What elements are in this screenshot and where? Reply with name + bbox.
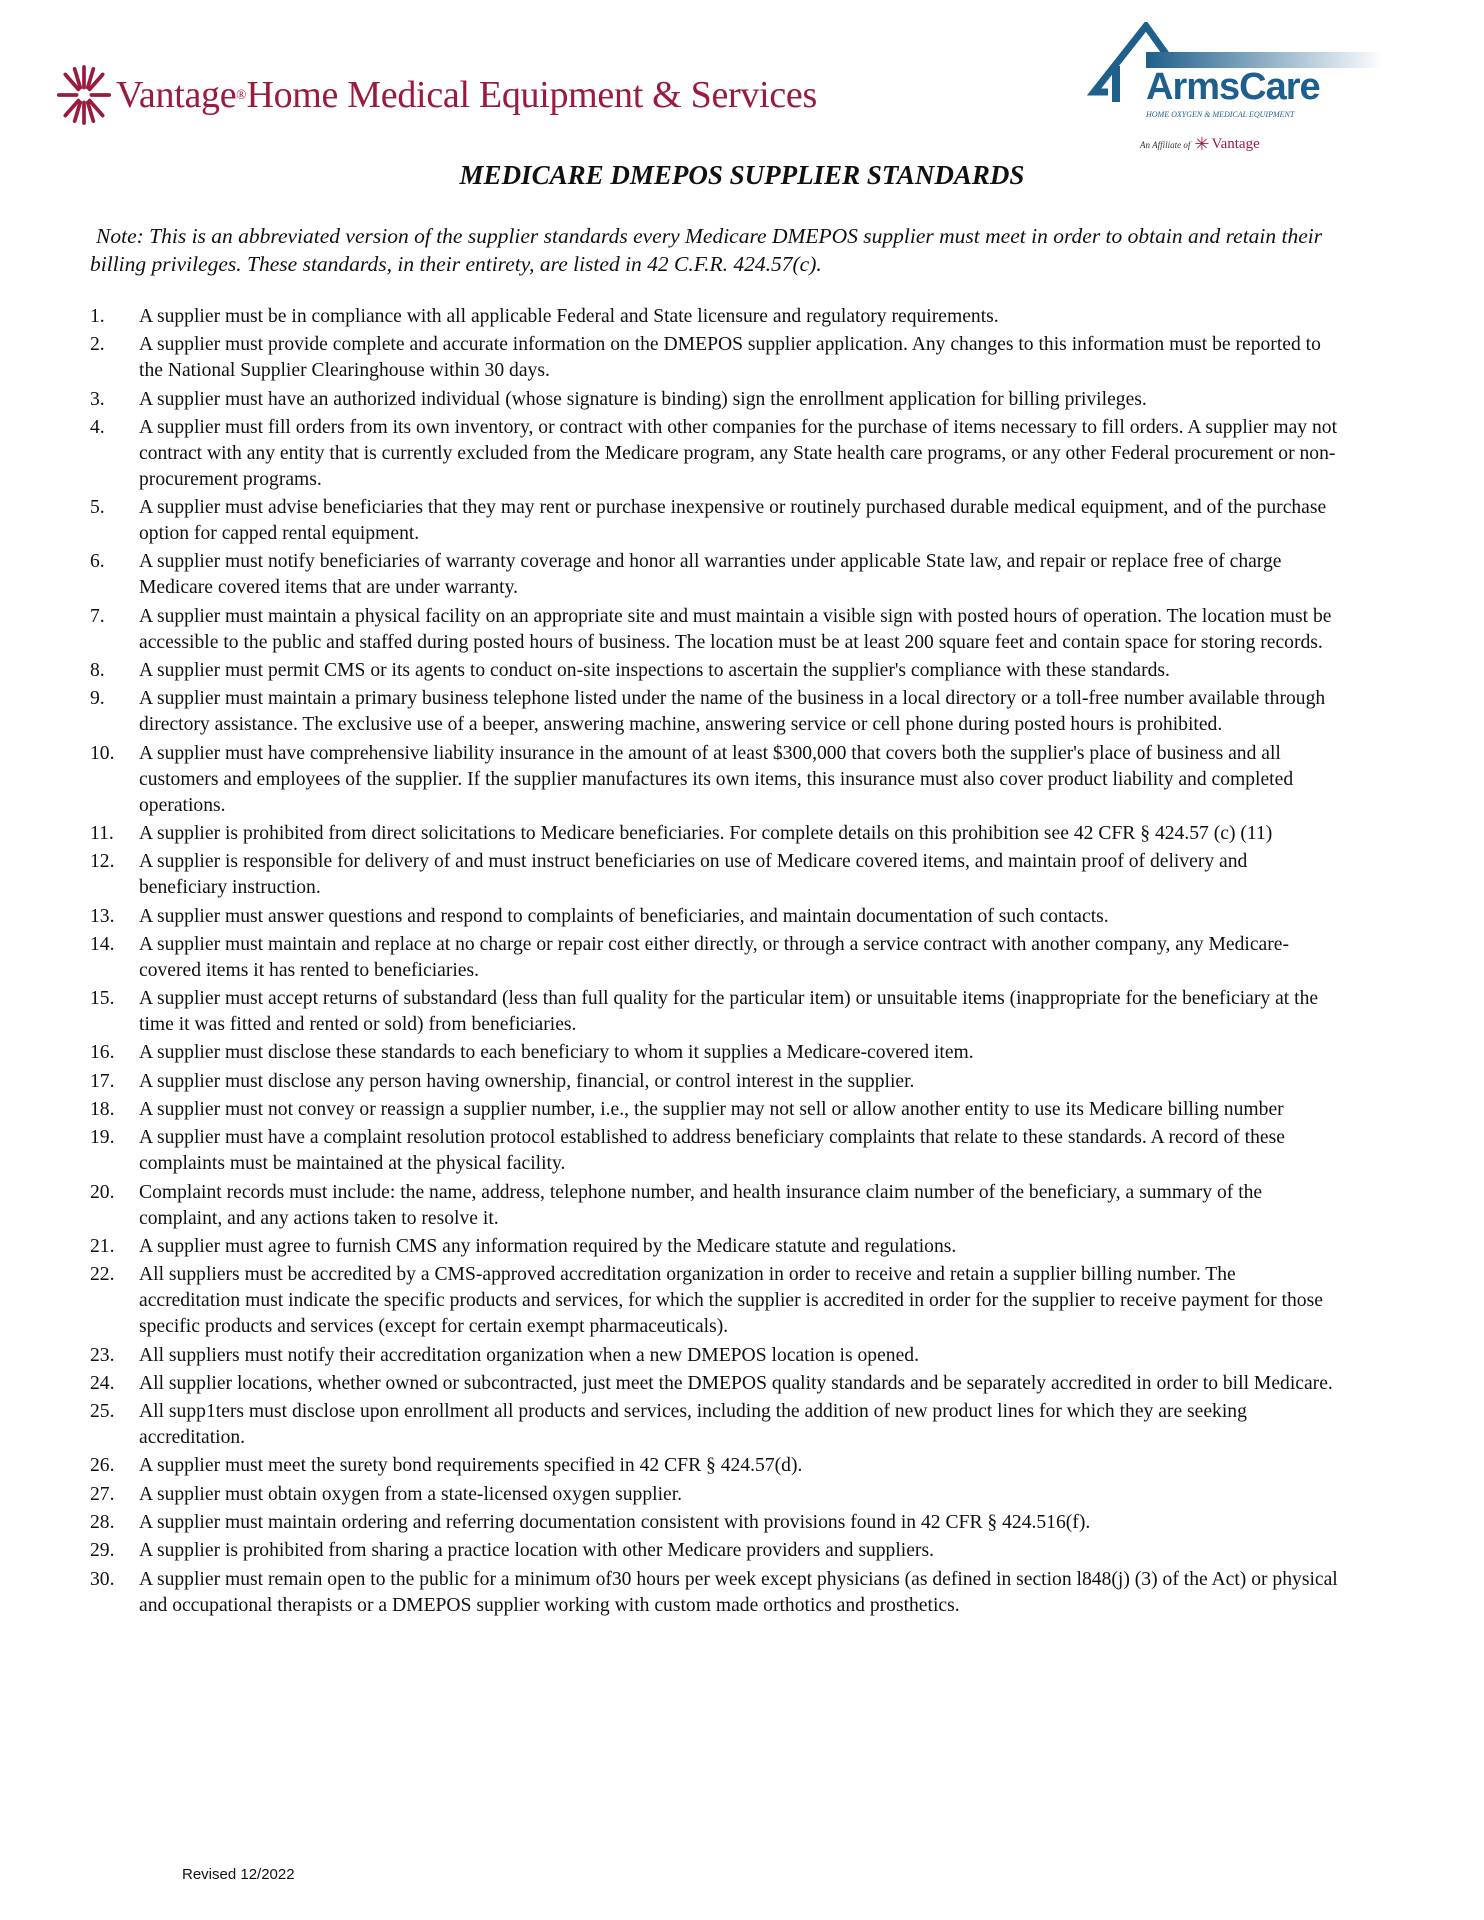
item-number: 3. — [90, 388, 105, 410]
item-number: 27. — [90, 1483, 115, 1505]
item-number: 22. — [90, 1264, 115, 1286]
item-text: A supplier must maintain and replace at no charge or repair cost either directly, or through a service contract with another company, any Medicare-covered items it has rented to beneficiaries. — [139, 933, 1289, 981]
armscare-name: ArmsCare — [1146, 66, 1320, 108]
item-number: 29. — [90, 1540, 115, 1562]
intro-note: Note: This is an abbreviated version of the supplier standards every Medicare DMEPOS supplier must meet in order to obtain and retain their billing privileges. These standards, in their entirety, are listed in 42 C.F.R. 424.57(c). — [90, 224, 1323, 276]
list-item — [90, 658, 1350, 684]
item-number: 20. — [90, 1181, 115, 1203]
armscare-logo — [1086, 22, 1386, 122]
item-number: 8. — [90, 660, 105, 682]
list-item — [90, 387, 1350, 413]
standards-list — [90, 304, 1350, 1621]
armscare-subtitle: HOME OXYGEN & MEDICAL EQUIPMENT — [1146, 110, 1295, 119]
item-number: 6. — [90, 551, 105, 573]
item-text: A supplier must disclose any person having ownership, financial, or control interest in the supplier. — [139, 1070, 915, 1092]
item-number: 17. — [90, 1070, 115, 1092]
item-text: A supplier must provide complete and accurate information on the DMEPOS supplier application. Any changes to this information must be reported to the National Supplier Clearinghouse within 30 days. — [139, 334, 1321, 382]
item-text: A supplier must have comprehensive liability insurance in the amount of at least $300,000 that covers both the supplier's place of business and all customers and employees of the supplier. If the supplier manufactures its own items, this insurance must also cover product liability and completed operations. — [139, 742, 1294, 816]
list-item — [90, 741, 1350, 819]
item-text: A supplier must have a complaint resolution protocol established to address beneficiary complaints that relate to these standards. A record of these complaints must be maintained at the physical facility. — [139, 1127, 1285, 1175]
item-number: 12. — [90, 851, 115, 873]
item-text: A supplier must fill orders from its own inventory, or contract with other companies for the purchase of items necessary to fill orders. A supplier may not contract with any entity that is currently excluded from the Medicare program, any State health care programs, or any other Federal procurement or non-procurement programs. — [139, 416, 1338, 490]
item-number: 30. — [90, 1568, 115, 1590]
item-text: A supplier must remain open to the public for a minimum of30 hours per week except physicians (as defined in section l848(j) (3) of the Act) or physical and occupational therapists or a DMEPOS supplier working with custom made orthotics and prosthetics. — [139, 1568, 1338, 1616]
item-text: A supplier must answer questions and respond to complaints of beneficiaries, and maintain documentation of such contacts. — [139, 905, 1109, 927]
item-number: 10. — [90, 742, 115, 764]
vantage-brand: Vantage — [116, 74, 237, 116]
item-number: 18. — [90, 1099, 115, 1121]
item-text: A supplier must maintain ordering and referring documentation consistent with provisions found in 42 CFR § 424.516(f). — [139, 1512, 1091, 1534]
list-item — [90, 932, 1350, 984]
item-number: 28. — [90, 1512, 115, 1534]
item-text: A supplier is prohibited from direct solicitations to Medicare beneficiaries. For complete details on this prohibition see 42 CFR § 424.57 (c) (11) — [139, 822, 1273, 844]
item-text: Complaint records must include: the name, address, telephone number, and health insurance claim number of the beneficiary, a summary of the complaint, and any actions taken to resolve it. — [139, 1181, 1263, 1229]
item-number: 19. — [90, 1127, 115, 1149]
item-number: 24. — [90, 1372, 115, 1394]
item-text: A supplier is responsible for delivery of and must instruct beneficiaries on use of Medicare covered items, and maintain proof of delivery and beneficiary instruction. — [139, 851, 1248, 899]
item-number: 13. — [90, 905, 115, 927]
item-text: A supplier must disclose these standards to each beneficiary to whom it supplies a Medicare-covered item. — [139, 1042, 974, 1064]
list-item — [90, 1482, 1350, 1508]
list-item — [90, 1453, 1350, 1479]
item-text: A supplier must agree to furnish CMS any information required by the Medicare statute and regulations. — [139, 1235, 957, 1257]
list-item — [90, 1234, 1350, 1260]
item-number: 7. — [90, 605, 105, 627]
item-text: A supplier must advise beneficiaries that they may rent or purchase inexpensive or routinely purchased durable medical equipment, and of the purchase option for capped rental equipment. — [139, 497, 1327, 545]
revision-date: Revised 12/2022 — [182, 1866, 295, 1883]
list-item — [90, 1125, 1350, 1177]
item-number: 15. — [90, 988, 115, 1010]
list-item — [90, 1180, 1350, 1232]
list-item — [90, 304, 1350, 330]
item-number: 16. — [90, 1042, 115, 1064]
list-item — [90, 415, 1350, 493]
item-text: All supp1ters must disclose upon enrollment all products and services, including the addition of new product lines for which they are seeking accreditation. — [139, 1401, 1247, 1449]
vantage-burst-icon — [56, 62, 112, 128]
item-text: A supplier must maintain a primary business telephone listed under the name of the business in a local directory or a toll-free number available through directory assistance. The exclusive use of a beeper, answering machine, answering service or cell phone during posted hours is prohibited. — [139, 688, 1326, 736]
item-text: All suppliers must notify their accreditation organization when a new DMEPOS location is opened. — [139, 1344, 919, 1366]
item-text: A supplier must obtain oxygen from a state-licensed oxygen supplier. — [139, 1483, 683, 1505]
item-text: A supplier must meet the surety bond requirements specified in 42 CFR § 424.57(d). — [139, 1455, 803, 1477]
list-item — [90, 332, 1350, 384]
list-item — [90, 821, 1350, 847]
item-number: 9. — [90, 688, 105, 710]
item-text: A supplier must accept returns of substandard (less than full quality for the particular item) or unsuitable items (inappropriate for the beneficiary at the time it was fitted and rented or sold) from beneficiaries. — [139, 988, 1319, 1036]
vantage-logo — [56, 62, 817, 128]
list-item — [90, 986, 1350, 1038]
affiliate-label: An Affiliate of — [1140, 139, 1191, 150]
list-item — [90, 1538, 1350, 1564]
item-text: A supplier must have an authorized individual (whose signature is binding) sign the enrollment application for billing privileges. — [139, 388, 1147, 410]
list-item — [90, 1097, 1350, 1123]
item-number: 23. — [90, 1344, 115, 1366]
vantage-small-icon: ✳ — [1194, 134, 1210, 154]
item-text: A supplier is prohibited from sharing a practice location with other Medicare providers and suppliers. — [139, 1540, 934, 1562]
list-item — [90, 1371, 1350, 1397]
list-item — [90, 1040, 1350, 1066]
page-title: MEDICARE DMEPOS SUPPLIER STANDARDS — [459, 160, 1025, 190]
list-item — [90, 1069, 1350, 1095]
list-item — [90, 849, 1350, 901]
item-text: A supplier must not convey or reassign a supplier number, i.e., the supplier may not sell or allow another entity to use its Medicare billing number — [139, 1099, 1284, 1121]
item-number: 25. — [90, 1401, 115, 1423]
item-number: 21. — [90, 1235, 115, 1257]
item-number: 11. — [90, 822, 114, 844]
item-number: 5. — [90, 497, 105, 519]
item-text: A supplier must permit CMS or its agents to conduct on-site inspections to ascertain the supplier's compliance with these standards. — [139, 660, 1170, 682]
registered-mark: ® — [236, 87, 247, 102]
list-item — [90, 1262, 1350, 1340]
list-item — [90, 686, 1350, 738]
item-number: 26. — [90, 1455, 115, 1477]
item-text: A supplier must notify beneficiaries of warranty coverage and honor all warranties under applicable State law, and repair or replace free of charge Medicare covered items that are under warranty. — [139, 551, 1282, 599]
list-item — [90, 549, 1350, 601]
item-number: 1. — [90, 306, 105, 327]
item-text: All supplier locations, whether owned or subcontracted, just meet the DMEPOS quality standards and be separately accredited in order to bill Medicare. — [139, 1372, 1333, 1394]
list-item — [90, 604, 1350, 656]
item-text: A supplier must maintain a physical facility on an appropriate site and must maintain a visible sign with posted hours of operation. The location must be accessible to the public and staffed during posted hours of business. The location must be at least 200 square feet and contain space for storing records. — [139, 605, 1332, 653]
item-number: 14. — [90, 933, 115, 955]
list-item — [90, 495, 1350, 547]
list-item — [90, 1567, 1350, 1619]
affiliate-line — [1140, 134, 1260, 155]
list-item — [90, 1510, 1350, 1536]
affiliate-brand: Vantage — [1211, 136, 1260, 152]
item-number: 2. — [90, 334, 105, 356]
vantage-tagline: Home Medical Equipment & Services — [246, 74, 817, 116]
list-item — [90, 904, 1350, 930]
item-text: All suppliers must be accredited by a CMS-approved accreditation organization in order to receive and retain a supplier billing number. The accreditation must indicate the specific products and services, for which the supplier is accredited in order for the supplier to receive payment for those specific products and services (except for certain exempt pharmaceuticals). — [139, 1264, 1323, 1338]
list-item — [90, 1343, 1350, 1369]
list-item — [90, 1399, 1350, 1451]
item-text: A supplier must be in compliance with all applicable Federal and State licensure and regulatory requirements. — [139, 306, 999, 327]
item-number: 4. — [90, 416, 105, 438]
